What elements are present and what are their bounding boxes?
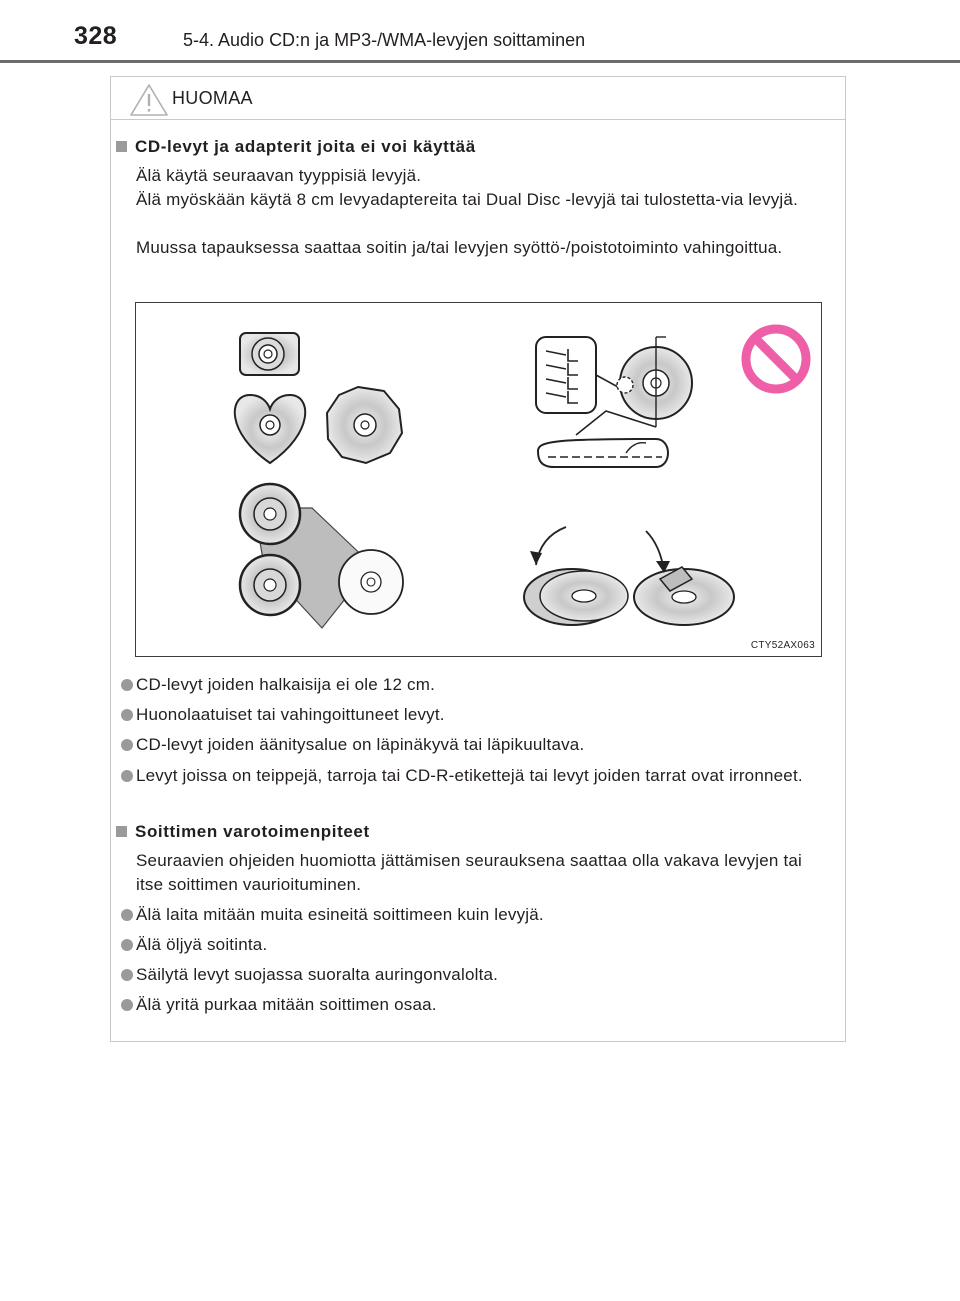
notice-box: [110, 76, 846, 1042]
taped-disc-icon: [634, 531, 734, 625]
section-heading-player-precautions: [116, 822, 370, 842]
round-bullet-icon: [121, 739, 133, 751]
peeling-label-disc-icon: [524, 527, 628, 625]
list-item: Älä öljyä soitinta.: [116, 933, 841, 957]
instruction-line: Älä käytä seuraavan tyyppisiä levyjä.: [136, 166, 422, 185]
section-heading-unusable-discs: [116, 137, 476, 157]
notice-header: [111, 77, 845, 120]
list-item: CD-levyt joiden halkaisija ei ole 12 cm.: [116, 673, 841, 697]
round-bullet-icon: [121, 999, 133, 1011]
list-item: CD-levyt joiden äänitysalue on läpinäkyvä tai läpikuultava.: [116, 733, 841, 757]
round-bullet-icon: [121, 939, 133, 951]
page-header: [0, 0, 960, 64]
round-bullet-icon: [121, 969, 133, 981]
list-item: Huonolaatuiset tai vahingoittuneet levyt.: [116, 703, 841, 727]
section-heading-text: Soittimen varotoimenpiteet: [135, 822, 370, 841]
disc-illustration-svg: [136, 303, 821, 656]
instruction-line: Muussa tapauksessa saattaa soitin ja/tai levyjen syöttö-/poistotoiminto vahingoittua.: [136, 238, 783, 257]
small-disc-adapter-icon: [240, 484, 403, 628]
page-number: 328: [74, 22, 118, 50]
instruction-line: Älä myöskään käytä 8 cm levyadaptereita tai Dual Disc -levyjä tai tulostetta-via levyjä.: [136, 190, 798, 209]
card-shaped-disc-icon: [240, 333, 299, 375]
polygon-shaped-disc-icon: [327, 387, 402, 463]
transparent-disc-icon: [536, 337, 692, 467]
round-bullet-icon: [121, 709, 133, 721]
round-bullet-icon: [121, 909, 133, 921]
prohibition-icon: [746, 329, 806, 389]
notice-label: HUOMAA: [172, 88, 253, 108]
list-item: Säilytä levyt suojassa suoralta auringonvalolta.: [116, 963, 841, 987]
header-rule: [0, 60, 960, 63]
section-heading-text: CD-levyt ja adapterit joita ei voi käyttää: [135, 137, 476, 156]
round-bullet-icon: [121, 770, 133, 782]
chapter-title: 5-4. Audio CD:n ja MP3-/WMA-levyjen soittaminen: [183, 30, 586, 50]
square-bullet-icon: [116, 826, 127, 837]
unusable-discs-illustration: [135, 302, 822, 657]
instruction-line: Seuraavien ohjeiden huomiotta jättämisen seurauksena saattaa olla vakava levyjen tai itse soittimen vaurioituminen.: [136, 851, 803, 894]
figure-code: CTY52AX063: [750, 640, 815, 651]
square-bullet-icon: [116, 141, 127, 152]
list-item: Levyt joissa on teippejä, tarroja tai CD-R-etikettejä tai levyt joiden tarrat ovat irronneet.: [116, 764, 841, 788]
heart-shaped-disc-icon: [235, 395, 305, 463]
round-bullet-icon: [121, 679, 133, 691]
list-item: Älä laita mitään muita esineitä soittimeen kuin levyjä.: [116, 903, 841, 927]
warning-triangle-icon: [129, 83, 169, 117]
list-item: Älä yritä purkaa mitään soittimen osaa.: [116, 993, 841, 1017]
